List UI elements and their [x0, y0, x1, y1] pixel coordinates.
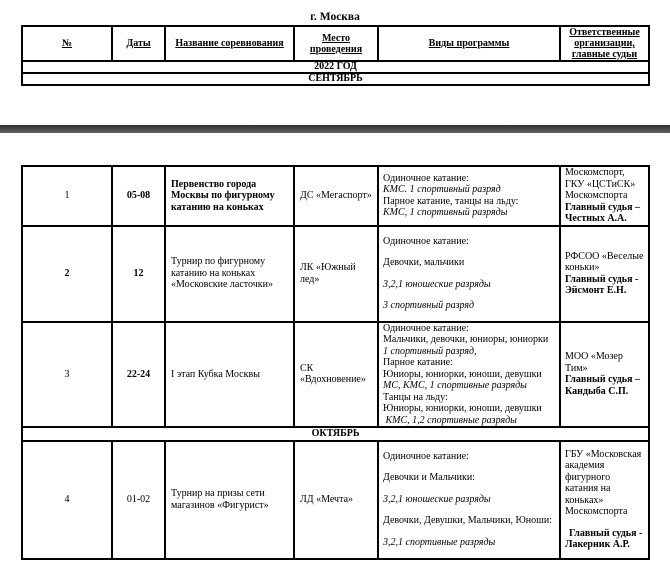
- organizer-line: Москомспорт,: [565, 167, 625, 178]
- row-competition-name: I этап Кубка Москвы: [165, 322, 294, 428]
- organizer-line: МОО «Мозер Тим»: [565, 351, 623, 374]
- row-program: [378, 441, 560, 559]
- row-competition-name: Первенство города Москвы по фигурному катанию на коньках: [165, 166, 294, 226]
- chief-judge-title: Главный судья –: [565, 374, 641, 386]
- chief-judge-title: Главный судья -: [565, 273, 639, 285]
- row-dates: 05-08: [112, 166, 165, 226]
- row-number: 1: [22, 166, 112, 226]
- program-line: Девочки, Девушки, Мальчики, Юноши:: [383, 515, 552, 527]
- table-row: [22, 441, 649, 559]
- year-row: [22, 61, 649, 73]
- row-dates: 12: [112, 226, 165, 322]
- month-label-september: СЕНТЯБРЬ: [22, 73, 649, 85]
- column-header-competition-name: Название соревнования: [165, 26, 294, 61]
- row-venue: ДС «Мегаспорт»: [294, 166, 378, 226]
- table-row: [22, 166, 649, 226]
- row-program: [378, 166, 560, 226]
- program-line: МС, КМС, 1 спортивные разряды: [383, 380, 527, 391]
- month-label-october: ОКТЯБРЬ: [22, 427, 649, 441]
- schedule-body-table: [21, 165, 650, 560]
- program-line: 3 спортивный разряд: [383, 300, 475, 311]
- schedule-header-table: [21, 25, 650, 86]
- table-row: [22, 322, 649, 428]
- month-row-october: [22, 427, 649, 441]
- row-dates: 22-24: [112, 322, 165, 428]
- row-venue: СК «Вдохновение»: [294, 322, 378, 428]
- year-label: 2022 ГОД: [22, 61, 649, 73]
- row-organizers: [560, 166, 649, 226]
- column-header-dates: Даты: [112, 26, 165, 61]
- program-line: Мальчики, девочки, юниоры, юниорки: [383, 334, 549, 345]
- chief-judge-name: Кандыба С.П.: [565, 385, 629, 397]
- program-line: Парное катание, танцы на льду:: [383, 195, 519, 207]
- program-line: Юниоры, юниорки, юноши, девушки: [383, 368, 542, 380]
- organizer-line: ГКУ «ЦСТиСК»: [565, 178, 636, 190]
- organizer-line: РФСОО «Веселые коньки»: [565, 250, 644, 273]
- organizer-line: ГБУ «Московская академия фигурного катания на коньках» Москомспорта: [565, 448, 642, 517]
- row-venue: ЛК «Южный лед»: [294, 226, 378, 322]
- program-line: 3,2,1 юношеские разряды: [383, 278, 491, 290]
- page-separator-bar: [0, 125, 670, 133]
- program-line: Одиночное катание:: [383, 235, 469, 247]
- column-header-program-types: Виды программы: [378, 26, 560, 61]
- table-row: [22, 226, 649, 322]
- row-number: 3: [22, 322, 112, 428]
- row-organizers: [560, 322, 649, 428]
- program-line: Парное катание:: [383, 357, 453, 368]
- program-line: КМС, 1 спортивный разряды: [383, 207, 508, 219]
- column-header-organizers: Ответственные организации, главные судьи: [560, 26, 649, 61]
- chief-judge-title: Главный судья -: [569, 527, 643, 539]
- program-line: Одиночное катание:: [383, 322, 469, 334]
- program-line: 1 спортивный разряд,: [383, 345, 477, 357]
- program-line: 3,2,1 спортивные разряды: [383, 536, 496, 548]
- header-row: [22, 26, 649, 61]
- city-title: г. Москва: [310, 11, 360, 23]
- program-line: Одиночное катание:: [383, 172, 469, 184]
- program-line: 3,2,1 юношеские разряды: [383, 493, 491, 505]
- chief-judge-name: Эйсмонт Е.Н.: [565, 285, 627, 296]
- program-line: КМС, 1,2 спортивные разряды: [383, 414, 517, 426]
- column-header-venue: Место проведения: [294, 26, 378, 61]
- organizer-line: Москомспорта: [565, 190, 628, 201]
- chief-judge-name: Лакерник А.Р.: [565, 539, 630, 550]
- row-venue: ЛД «Мечта»: [294, 441, 378, 559]
- chief-judge-title: Главный судья –: [565, 201, 641, 213]
- chief-judge-name: Честных А.А.: [565, 213, 627, 224]
- row-program: [378, 322, 560, 428]
- row-competition-name: Турнир на призы сети магазинов «Фигурист»: [165, 441, 294, 559]
- row-organizers: [560, 226, 649, 322]
- row-dates: 01-02: [112, 441, 165, 559]
- program-line: Девочки и Мальчики:: [383, 472, 475, 484]
- program-line: Одиночное катание:: [383, 450, 469, 462]
- program-line: Юниоры, юниорки, юноши, девушки: [383, 403, 542, 414]
- row-number: 4: [22, 441, 112, 559]
- program-line: КМС. 1 спортивный разряд: [383, 184, 501, 196]
- month-row-september: [22, 73, 649, 85]
- column-header-number: №: [22, 26, 112, 61]
- row-organizers: [560, 441, 649, 559]
- row-program: [378, 226, 560, 322]
- row-number: 2: [22, 226, 112, 322]
- program-line: Девочки, мальчики: [383, 257, 465, 268]
- row-competition-name: Турнир по фигурному катанию на коньках «Московские ласточки»: [165, 226, 294, 322]
- program-line: Танцы на льду:: [383, 391, 448, 403]
